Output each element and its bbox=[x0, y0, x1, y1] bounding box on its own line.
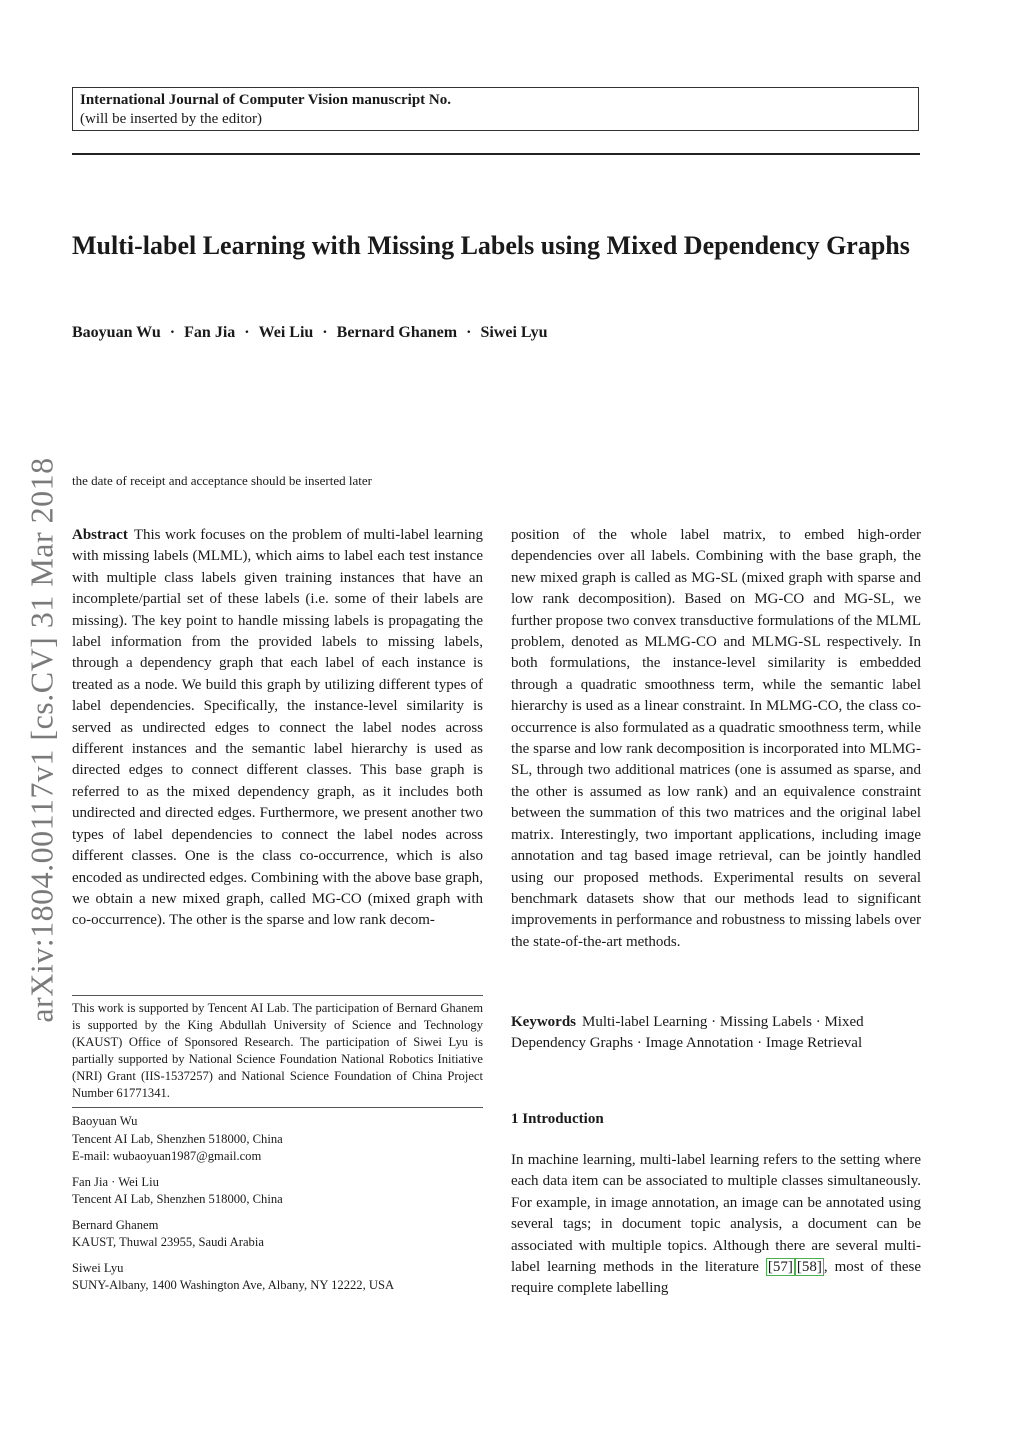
abstract-text: This work focuses on the problem of multi-label learning with missing labels (MLML), which aims to label each test instance with multiple class labels given training instances that have an incomplete/partial set of these labels (i.e. some of their labels are missing). The key point to handle missing labels is propagating the label information from the provided labels to missing labels, through a dependency graph that each label of each instance is treated as a node. We build this graph by utilizing different types of label dependencies. Specifically, the instance-level similarity is served as undirected edges to connect the label nodes across different instances and the semantic label hierarchy is used as directed edges to connect different classes. This base graph is referred to as the mixed dependency graph, as it includes both undirected and directed edges. Furthermore, we present another two types of label dependencies to connect the label nodes across different classes. One is the class co-occurrence, which is also encoded as undirected edges. Combining with the above base graph, we obtain a new mixed graph, called MG-CO (mixed graph with co-occurrence). The other is the sparse and low rank decom- bbox=[72, 527, 483, 929]
introduction-text: In machine learning, multi-label learning refers to the setting where each data item can be associated to multiple classes simultaneously. For example, in image annotation, an image can be annotated using several tags; in document topic analysis, a document can be associated with multiple topics. Although there are several multi-label learning methods in the literature bbox=[511, 1152, 921, 1276]
affiliation-block bbox=[72, 1113, 483, 1166]
author-separator: · bbox=[169, 324, 176, 341]
author-separator: · bbox=[322, 324, 328, 341]
affiliations bbox=[72, 1113, 483, 1303]
affiliation-line: Baoyuan Wu bbox=[72, 1114, 138, 1128]
author-name: Fan Jia bbox=[184, 324, 236, 341]
footnote-rule bbox=[72, 995, 483, 996]
affiliation-line: Bernard Ghanem bbox=[72, 1217, 159, 1232]
section-heading-introduction: 1 Introduction bbox=[511, 1111, 604, 1127]
keywords-text: Multi-label Learning · Missing Labels · Mixed Dependency Graphs · Image Annotation · Image Retrieval bbox=[511, 1014, 864, 1052]
affiliation-line: Tencent AI Lab, Shenzhen 518000, China bbox=[72, 1192, 283, 1206]
author-name: Siwei Lyu bbox=[480, 324, 548, 341]
arxiv-stamp: arXiv:1804.00117v1 [cs.CV] 31 Mar 2018 bbox=[23, 457, 60, 1023]
affiliation-block bbox=[72, 1217, 483, 1252]
citation-link[interactable]: [57] bbox=[767, 1259, 793, 1276]
receipt-date-note: the date of receipt and acceptance should be inserted later bbox=[72, 473, 372, 488]
author-list bbox=[72, 323, 548, 343]
journal-header-box bbox=[72, 87, 919, 131]
affiliation-line: Siwei Lyu bbox=[72, 1260, 124, 1275]
author-separator: · bbox=[466, 324, 472, 341]
abstract-label: Abstract bbox=[72, 527, 128, 543]
introduction-text-end: , most of these require complete labelling bbox=[511, 1259, 921, 1297]
affiliation-line: Tencent AI Lab, Shenzhen 518000, China bbox=[72, 1131, 283, 1146]
abstract-left-column bbox=[72, 525, 483, 932]
affiliation-block bbox=[72, 1174, 483, 1209]
author-name: Wei Liu bbox=[258, 324, 314, 341]
introduction-body bbox=[511, 1150, 921, 1300]
header-rule bbox=[72, 153, 920, 155]
keywords-label: Keywords bbox=[511, 1014, 576, 1030]
abstract-text-continued: position of the whole label matrix, to embed high-order dependencies over all labels. Combining with the base graph, the new mixed graph is called as MG-SL (mixed graph with sparse and low rank decomposition). Based on MG-CO and MG-SL, we further propose two convex transductive formulations of the MLML problem, denoted as MLMG-CO and MLMG-SL respectively. In both formulations, the instance-level similarity is embedded through a quadratic smoothness term, while the semantic label hierarchy is used as a linear constraint. In MLMG-CO, the class co-occurrence is also formulated as a quadratic smoothness term, while the sparse and low rank decomposition is incorporated into MLMG-SL, through two additional matrices (one is assumed as sparse, and the other is assumed as low rank) and an equivalence constraint between the summation of this two matrices and the original label matrix. Interestingly, two important applications, including image annotation and tag based image retrieval, can be jointly handled using our proposed methods. Experimental results on several benchmark datasets show that our methods lead to significant improvements in performance and robustness to missing labels over the state-of-the-art methods. bbox=[511, 527, 921, 950]
keywords bbox=[511, 1012, 921, 1055]
affiliation-line: Fan Jia · Wei Liu bbox=[72, 1174, 159, 1189]
citation-link[interactable]: [58] bbox=[796, 1259, 822, 1276]
author-name: Baoyuan Wu bbox=[72, 324, 161, 341]
affiliation-email: E-mail: wubaoyuan1987@gmail.com bbox=[72, 1149, 262, 1163]
affiliation-line: KAUST, Thuwal 23955, Saudi Arabia bbox=[72, 1235, 264, 1249]
editor-note: (will be inserted by the editor) bbox=[80, 111, 263, 127]
abstract-right-column bbox=[511, 525, 921, 953]
author-separator: · bbox=[244, 324, 250, 341]
affiliation-rule bbox=[72, 1107, 483, 1108]
journal-name: International Journal of Computer Vision manuscript No. bbox=[80, 92, 452, 108]
paper-title: Multi-label Learning with Missing Labels using Mixed Dependency Graphs bbox=[72, 231, 910, 260]
affiliation-line: SUNY-Albany, 1400 Washington Ave, Albany, NY 12222, USA bbox=[72, 1278, 395, 1292]
affiliation-block bbox=[72, 1260, 483, 1295]
author-name: Bernard Ghanem bbox=[336, 324, 458, 341]
funding-footnote: This work is supported by Tencent AI Lab. The participation of Bernard Ghanem is supported by the King Abdullah University of Science and Technology (KAUST) Office of Sponsored Research. The participation of Siwei Lyu is partially supported by National Science Foundation National Robotics Initiative (NRI) Grant (IIS-1537257) and National Science Foundation of China Project Number 61771341. bbox=[72, 1001, 483, 1101]
